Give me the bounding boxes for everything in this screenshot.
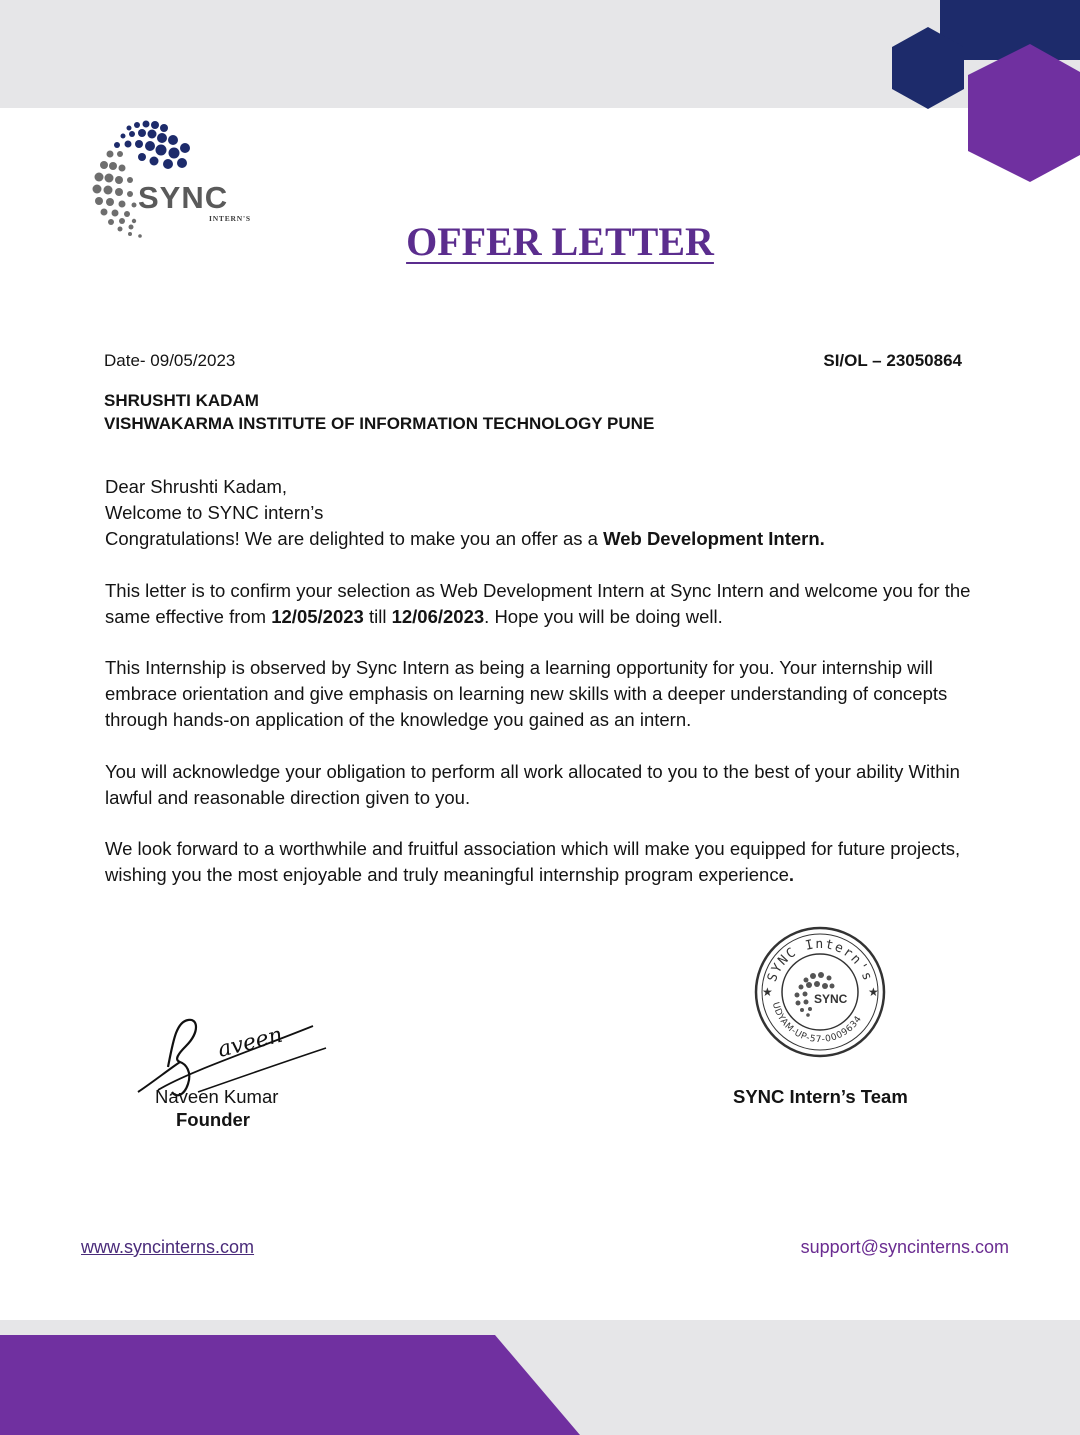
company-stamp: [752, 924, 888, 1060]
confirmation-paragraph: [105, 578, 975, 630]
confirmation-middle: till: [363, 605, 392, 627]
confirmation-prefix: This letter is to confirm your selection as Web Development Intern at Sync Intern and welcome you for the same effective from: [105, 579, 971, 627]
page-title: OFFER LETTER: [406, 219, 714, 264]
offered-role: Web Development Intern.: [603, 528, 825, 550]
recipient-institute: VISHWAKARMA INSTITUTE OF INFORMATION TECHNOLOGY PUNE: [104, 414, 655, 433]
svg-text:aveen: aveen: [215, 1022, 286, 1063]
closing-paragraph: [105, 836, 975, 888]
logo-brand-text: SYNC: [138, 180, 229, 215]
website-link[interactable]: www.syncinterns.com: [81, 1237, 255, 1257]
end-date: 12/06/2023: [391, 605, 485, 627]
closing-period: .: [788, 864, 794, 886]
confirmation-suffix: . Hope you will be doing well.: [484, 605, 723, 627]
team-signoff: SYNC Intern’s Team: [733, 1086, 908, 1107]
svg-text:UDYAM-UP-57-0009634: UDYAM-UP-57-0009634: [769, 1001, 865, 1046]
start-date: 12/05/2023: [271, 605, 364, 627]
logo-dots: [114, 121, 190, 170]
obligation-paragraph: You will acknowledge your obligation to perform all work allocated to you to the best of your ability Within lawful and reasonable direction given to you.: [105, 760, 960, 808]
letter-date: Date- 09/05/2023: [104, 351, 236, 370]
salutation: Dear Shrushti Kadam,: [105, 476, 288, 497]
greeting-paragraph: [105, 474, 975, 553]
signer-role: Founder: [176, 1109, 250, 1130]
support-email-link[interactable]: support@syncinterns.com: [800, 1237, 1009, 1257]
svg-text:SYNC Intern's: SYNC Intern's: [764, 936, 876, 984]
svg-text:★: ★: [762, 985, 773, 999]
congrats-text: Congratulations! We are delighted to make you an offer as a: [105, 528, 604, 550]
logo-sub-text: INTERN'S: [209, 214, 251, 223]
recipient-block: [104, 389, 654, 435]
closing-text: We look forward to a worthwhile and fruitful association which will make you equipped for future projects, wishing you the most enjoyable and truly meaningful internship program experience: [105, 838, 961, 886]
svg-text:★: ★: [868, 985, 879, 999]
signer-name: Naveen Kumar: [155, 1086, 279, 1107]
svg-text:SYNC: SYNC: [814, 992, 848, 1006]
letter-body: [105, 474, 975, 913]
welcome-line: Welcome to SYNC intern’s: [105, 502, 324, 524]
purple-hexagon: [968, 44, 1080, 182]
internship-paragraph: This Internship is observed by Sync Intern as being a learning opportunity for you. Your internship will embrace orientation and give emphasis on learning new skills with a deeper understanding of concepts through hands-on application of the knowledge you gained as an intern.: [105, 657, 948, 731]
purple-footer-band: [0, 1335, 580, 1435]
reference-number: SI/OL – 23050864: [823, 351, 962, 370]
recipient-name: SHRUSHTI KADAM: [104, 391, 259, 410]
